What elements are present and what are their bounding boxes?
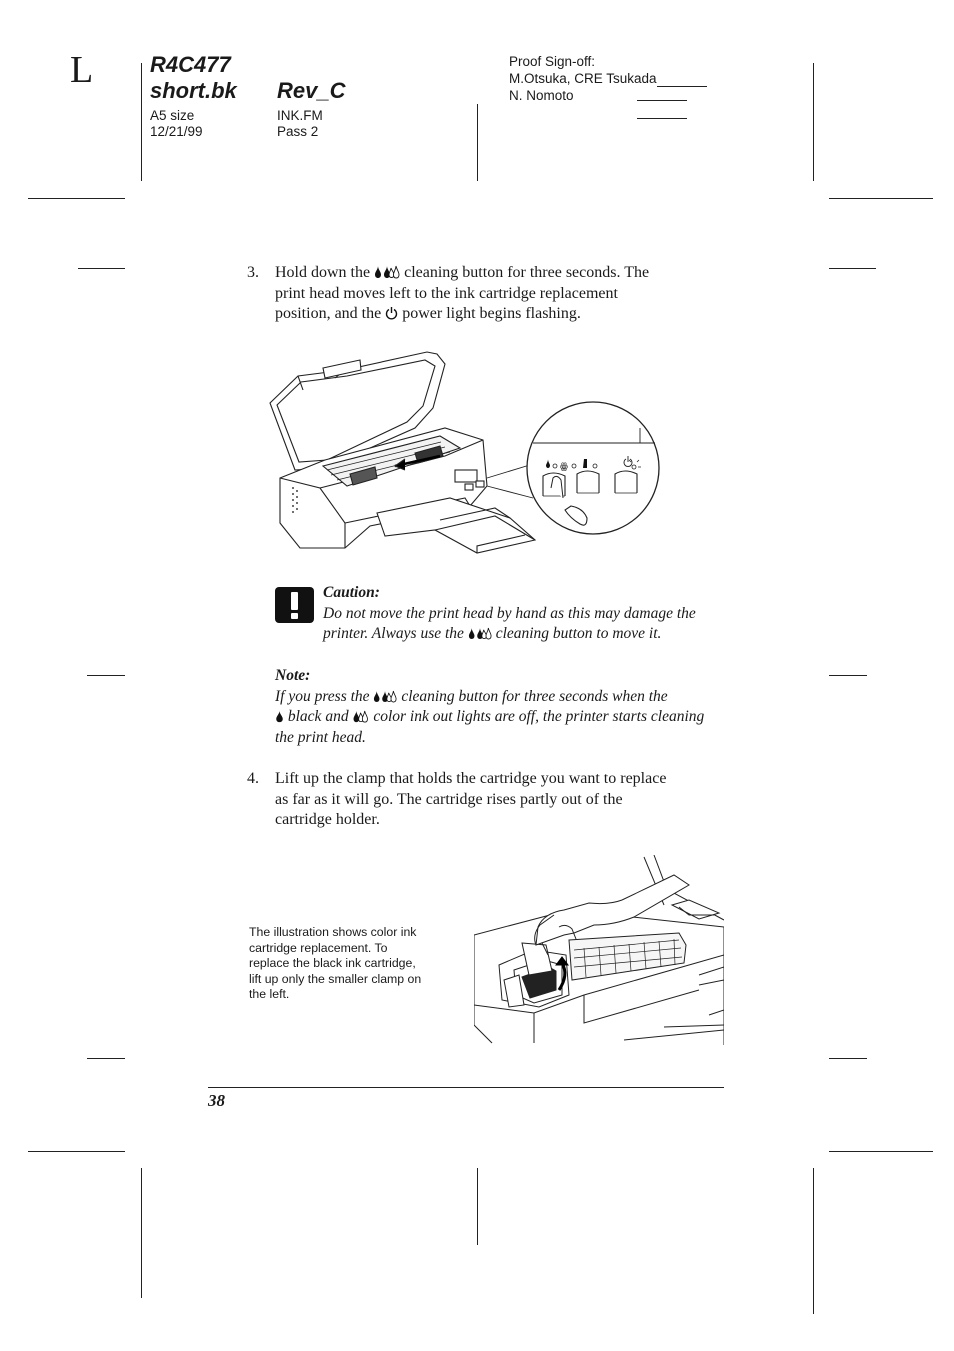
proof-signer-2 xyxy=(509,87,574,104)
corner-letter: L xyxy=(70,49,94,91)
proof-signer-1 xyxy=(509,70,707,87)
step4-line-1: Lift up the clamp that holds the cartridge you want to replace xyxy=(275,770,667,787)
black-ink-drop-icon xyxy=(275,710,284,723)
cartridge-clamp-illustration xyxy=(474,855,724,1045)
page-size: A5 size xyxy=(150,108,195,123)
crop-mark xyxy=(87,675,125,676)
svg-text:ꙮ: ꙮ xyxy=(560,462,568,472)
crop-mark xyxy=(477,1168,478,1245)
note-block xyxy=(275,666,735,748)
model-code: R4C477 xyxy=(150,52,231,77)
side-caption: The illustration shows color ink cartridge replacement. To replace the black ink cartridge, lift up only the smaller clamp on the left. xyxy=(249,925,422,1001)
book-name: short.bk xyxy=(150,78,237,103)
crop-mark xyxy=(813,63,814,181)
cleaning-button-icon xyxy=(468,627,492,640)
date: 12/21/99 xyxy=(150,124,203,139)
revision-label: Rev_C xyxy=(277,78,346,103)
caution-exclamation-icon xyxy=(275,587,314,623)
crop-mark xyxy=(829,198,933,199)
color-ink-drops-icon xyxy=(352,710,369,723)
power-icon xyxy=(385,306,398,320)
footer-rule xyxy=(208,1087,724,1088)
crop-mark xyxy=(78,268,125,269)
step3-line-3: position, and the power light begins flashing. xyxy=(275,305,581,322)
step4-line-2: as far as it will go. The cartridge rises partly out of the xyxy=(275,790,623,808)
caution-line-1: Do not move the print head by hand as this may damage the xyxy=(323,604,696,622)
cleaning-button-icon xyxy=(374,265,400,279)
pass-label: Pass 2 xyxy=(277,124,319,139)
step3-text xyxy=(275,263,735,325)
note-line-3: the print head. xyxy=(275,728,366,746)
crop-mark xyxy=(141,1168,142,1298)
crop-mark xyxy=(829,1058,867,1059)
crop-mark xyxy=(87,1058,125,1059)
note-line-1: If you press the cleaning button for three seconds when the xyxy=(275,687,668,705)
crop-mark xyxy=(829,268,876,269)
file-name: INK.FM xyxy=(277,108,323,123)
caution-title: Caution: xyxy=(323,584,380,601)
cleaning-button-icon xyxy=(373,690,397,703)
step4-text xyxy=(275,769,745,831)
crop-mark xyxy=(829,675,867,676)
note-line-2: black and color ink out lights are off, the printer starts cleaning xyxy=(275,707,735,728)
step3-line-1: Hold down the cleaning button for three seconds. The xyxy=(275,264,650,281)
printer-illustration xyxy=(265,348,665,558)
step-number: 4. xyxy=(247,770,259,787)
step-number: 3. xyxy=(247,264,259,281)
proof-name: N. Nomoto xyxy=(509,88,574,103)
proof-title: Proof Sign-off: xyxy=(509,54,596,69)
proof-name: M.Otsuka, CRE Tsukada xyxy=(509,71,657,86)
crop-mark xyxy=(813,1168,814,1314)
crop-mark xyxy=(28,198,125,199)
crop-mark xyxy=(829,1151,933,1152)
page-number: 38 xyxy=(208,1091,225,1110)
signoff-blank xyxy=(637,100,687,101)
caution-block xyxy=(323,583,733,645)
crop-mark xyxy=(141,63,142,181)
step3-line-2: print head moves left to the ink cartridge replacement xyxy=(275,284,618,302)
crop-mark xyxy=(477,104,478,181)
crop-mark xyxy=(28,1151,125,1152)
step4-line-3: cartridge holder. xyxy=(275,811,380,828)
signoff-blank xyxy=(637,118,687,119)
note-title: Note: xyxy=(275,667,311,684)
caution-line-2: printer. Always use the cleaning button to move it. xyxy=(323,625,662,642)
